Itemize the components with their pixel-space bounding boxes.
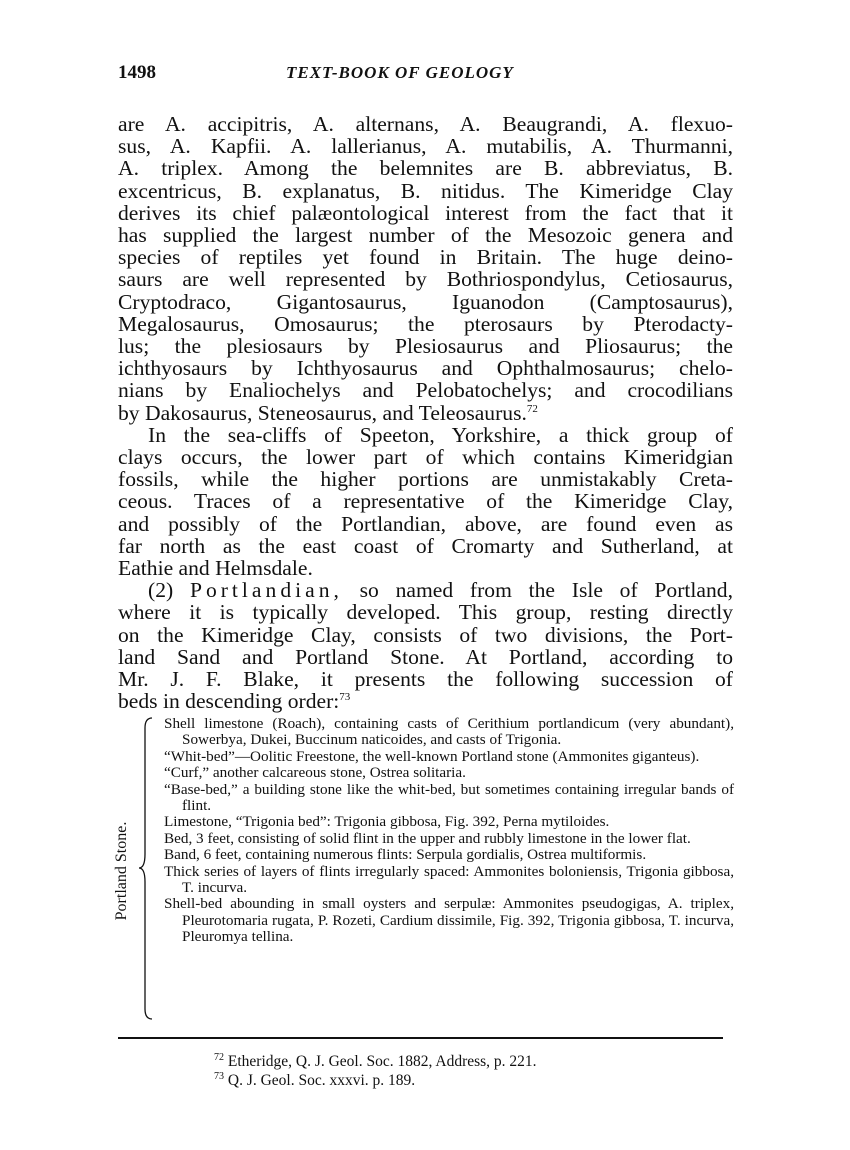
- text-line: species of reptiles yet found in Britain. The huge deino-: [118, 245, 733, 270]
- footnote-ref: 73: [339, 691, 351, 704]
- section-number: (2): [148, 578, 174, 603]
- section-side-label: [112, 806, 132, 936]
- text-line-content: by Dakosaurus, Steneosaurus, and Teleosaurus.: [118, 400, 527, 425]
- text-line: In the sea-cliffs of Speeton, Yorkshire, a thick group of: [148, 422, 733, 447]
- text-line: derives its chief palæontological interest from the fact that it: [118, 200, 733, 225]
- text-line: [118, 579, 733, 601]
- running-title: TEXT-BOOK OF GEOLOGY: [286, 63, 514, 82]
- text-line: Megalosaurus, Omosaurus; the pterosaurs by Pterodacty-: [118, 311, 733, 336]
- page-number: 1498: [118, 62, 156, 83]
- text-line: on the Kimeridge Clay, consists of two divisions, the Port-: [118, 622, 733, 647]
- text-line: ichthyosaurs by Ichthyosaurus and Ophthalmosaurus; chelo-: [118, 356, 733, 381]
- bed-item: “Base-bed,” a building stone like the whit-bed, but sometimes containing irregular bands of flint.: [164, 780, 734, 815]
- text-line: Eathie and Helmsdale.: [118, 556, 313, 581]
- footnote-text: Etheridge, Q. J. Geol. Soc. 1882, Address, p. 221.: [227, 1053, 537, 1070]
- bed-list: [164, 716, 734, 946]
- text-line: clays occurs, the lower part of which contains Kimeridgian: [118, 445, 733, 470]
- text-line: nians by Enaliochelys and Pelobatochelys; and crocodilians: [118, 378, 733, 403]
- portland-stone-section: [112, 716, 737, 1021]
- footnote-text: Q. J. Geol. Soc. xxxvi. p. 189.: [227, 1072, 416, 1089]
- text-line: saurs are well represented by Bothriospondylus, Cetiosaurus,: [118, 267, 733, 292]
- text-line-content: beds in descending order:: [118, 689, 340, 714]
- text-line: sus, A. Kapfii. A. lallerianus, A. mutabilis, A. Thurmanni,: [118, 134, 733, 159]
- text-line: Cryptodraco, Gigantosaurus, Iguanodon (Camptosaurus),: [118, 289, 733, 314]
- brace-icon: [138, 716, 154, 1021]
- section-label: Portland Stone.: [113, 821, 130, 921]
- bed-item: Thick series of layers of flints irregularly spaced: Ammonites boloniensis, Trigonia gibbosa, T. incurva.: [164, 862, 734, 897]
- text-line: fossils, while the higher portions are unmistakably Creta-: [118, 467, 733, 492]
- page-header: [118, 62, 733, 86]
- body-text: [118, 113, 733, 712]
- bed-item: Shell limestone (Roach), containing casts of Cerithium portlandicum (very abundant), Sowerbya, Dukei, Buccinum naticoides, and casts of Trigonia.: [164, 715, 734, 749]
- text-line: land Sand and Portland Stone. At Portland, according to: [118, 644, 733, 669]
- footnote-mark: 72: [214, 1051, 224, 1063]
- text-line: A. triplex. Among the belemnites are B. abbreviatus, B.: [118, 156, 733, 181]
- section-heading: Portlandian,: [189, 578, 343, 603]
- bed-item: “Curf,” another calcareous stone, Ostrea solitaria.: [164, 764, 466, 782]
- text-line: lus; the plesiosaurs by Plesiosaurus and Pliosaurus; the: [118, 334, 733, 359]
- bed-item: Limestone, “Trigonia bed”: Trigonia gibbosa, Fig. 392, Perna mytiloides.: [164, 813, 610, 831]
- footnotes: [214, 1052, 694, 1090]
- bed-item: Bed, 3 feet, consisting of solid flint in the upper and rubbly limestone in the lower flat.: [164, 829, 691, 847]
- text-line: Mr. J. F. Blake, it presents the following succession of: [118, 667, 733, 692]
- text-line: and possibly of the Portlandian, above, are found even as: [118, 511, 733, 536]
- bed-item: Shell-bed abounding in small oysters and serpulæ: Ammonites pseudogigas, A. triplex, Pleurotomaria rugata, P. Rozeti, Cardium dissimile, Fig. 392, Trigonia gibbosa, T. incurva, Pleuromya tellina.: [164, 895, 734, 946]
- footnote: [214, 1052, 694, 1071]
- text-line: [118, 402, 733, 424]
- bed-item: “Whit-bed”—Oolitic Freestone, the well-known Portland stone (Ammonites giganteus).: [164, 747, 700, 765]
- footnote-mark: 73: [214, 1070, 224, 1082]
- text-line: has supplied the largest number of the Mesozoic genera and: [118, 223, 733, 248]
- text-line: are A. accipitris, A. alternans, A. Beaugrandi, A. flexuo-: [118, 112, 733, 136]
- footnote: [214, 1071, 694, 1090]
- text-line: where it is typically developed. This group, resting directly: [118, 600, 733, 625]
- footnote-ref: 72: [526, 402, 538, 415]
- text-line: excentricus, B. explanatus, B. nitidus. The Kimeridge Clay: [118, 178, 733, 203]
- text-line: ceous. Traces of a representative of the Kimeridge Clay,: [118, 489, 733, 514]
- text-line: far north as the east coast of Cromarty and Sutherland, at: [118, 533, 733, 558]
- text-line-content: so named from the Isle of Portland,: [359, 578, 733, 603]
- bed-item: Band, 6 feet, containing numerous flints: Serpula gordialis, Ostrea multiformis.: [164, 846, 647, 864]
- text-line: [118, 690, 733, 712]
- footnote-rule: [118, 1037, 723, 1039]
